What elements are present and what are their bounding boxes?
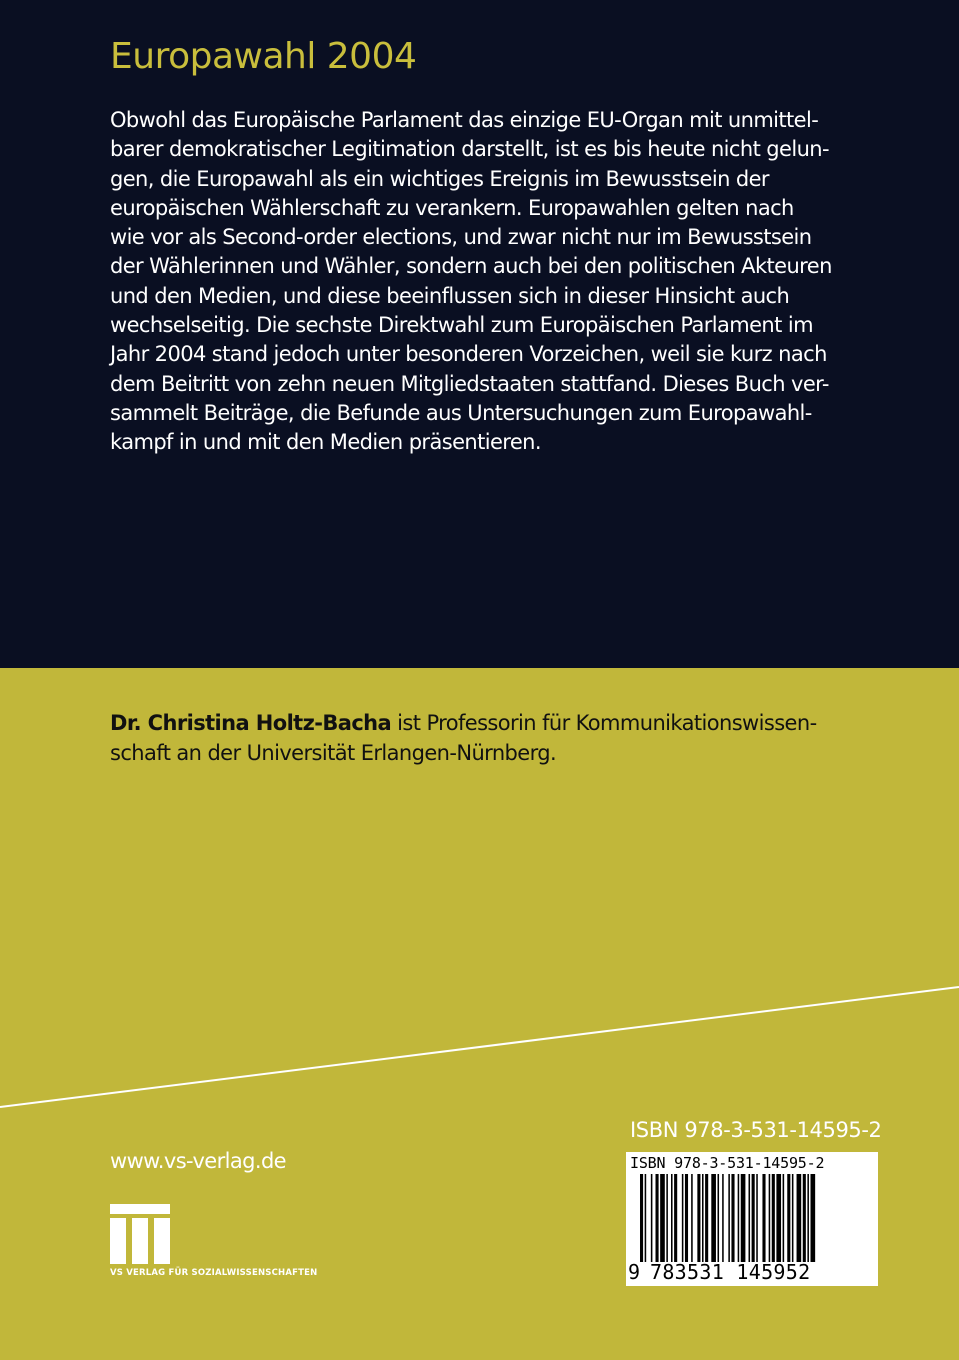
barcode-bar — [718, 1174, 720, 1262]
publisher-logo — [110, 1204, 350, 1284]
top-panel — [0, 0, 959, 668]
blurb-line: wechselseitig. Die sechste Direktwahl zum Europäischen Parlament im — [110, 313, 813, 338]
author-name: Dr. Christina Holtz-Bacha — [110, 711, 392, 735]
barcode-digit-first: 9 — [628, 1260, 641, 1284]
barcode-bar — [731, 1174, 734, 1262]
barcode-bar — [666, 1174, 668, 1262]
barcode-bar — [645, 1174, 647, 1262]
blurb-line: sammelt Beiträge, die Befunde aus Untersuchungen zum Europawahl- — [110, 400, 812, 425]
barcode-bar — [711, 1174, 716, 1262]
blurb-line: der Wählerinnen und Wähler, sondern auch bei den politischen Akteuren — [110, 254, 832, 279]
barcode-bar — [671, 1174, 673, 1262]
barcode-digits-rest: 783531 145952 — [650, 1260, 811, 1284]
author-bio — [110, 708, 870, 768]
author-bio-line — [110, 708, 870, 738]
publisher-website[interactable]: www.vs-verlag.de — [110, 1149, 286, 1173]
barcode-bar — [656, 1174, 659, 1262]
barcode-isbn-label: ISBN 978-3-531-14595-2 — [630, 1154, 825, 1172]
blurb-line: kampf in und mit den Medien präsentieren. — [110, 430, 541, 455]
vs-verlag-logo-icon — [110, 1204, 170, 1264]
isbn-label: ISBN 978-3-531-14595-2 — [630, 1118, 882, 1142]
barcode-bar — [776, 1174, 781, 1262]
blurb-line: und den Medien, und diese beeinflussen sich in dieser Hinsicht auch — [110, 283, 790, 308]
barcode-bar — [762, 1174, 765, 1262]
barcode-bar — [697, 1174, 700, 1262]
book-title: Europawahl 2004 — [110, 36, 417, 77]
publisher-name: VS VERLAG FÜR SOZIALWISSENSCHAFTEN — [110, 1268, 318, 1278]
barcode-bar — [660, 1174, 665, 1262]
barcode-bar — [769, 1174, 771, 1262]
book-blurb — [110, 106, 870, 458]
barcode-bar — [783, 1174, 785, 1262]
barcode-bar — [803, 1174, 806, 1262]
barcode-bar — [787, 1174, 790, 1262]
barcode-bar — [797, 1174, 802, 1262]
barcode-bar — [674, 1174, 677, 1262]
barcode-bar — [722, 1174, 724, 1262]
barcode-bar — [792, 1174, 794, 1262]
barcode-bar — [705, 1174, 708, 1262]
barcode-bar — [651, 1174, 653, 1262]
barcode-bar — [685, 1174, 688, 1262]
blurb-line: Obwohl das Europäische Parlament das einzige EU-Organ mit unmittel- — [110, 108, 819, 132]
barcode-bar — [738, 1174, 740, 1262]
barcode-bar — [749, 1174, 751, 1262]
barcode-bar — [741, 1174, 746, 1262]
barcode-bar — [728, 1174, 730, 1262]
author-bio-text: ist Professorin für Kommunikationswissen- — [391, 711, 817, 735]
barcode-bar — [702, 1174, 704, 1262]
blurb-line: Jahr 2004 stand jedoch unter besonderen Vorzeichen, weil sie kurz nach — [110, 342, 827, 367]
barcode-bar — [811, 1174, 816, 1262]
barcode-bar — [772, 1174, 775, 1262]
blurb-line: dem Beitritt von zehn neuen Mitgliedstaaten stattfand. Dieses Buch ver- — [110, 371, 829, 396]
barcode-bar — [756, 1174, 758, 1262]
barcode-bars — [634, 1174, 870, 1262]
barcode-bar — [682, 1174, 684, 1262]
barcode-bar — [640, 1174, 643, 1262]
barcode-bar — [691, 1174, 693, 1262]
author-bio-line: schaft an der Universität Erlangen-Nürnberg. — [110, 741, 557, 765]
blurb-line: europäischen Wählerschaft zu verankern. Europawahlen gelten nach — [110, 195, 794, 220]
blurb-line: barer demokratischer Legitimation darstellt, ist es bis heute nicht gelun- — [110, 137, 829, 162]
barcode — [626, 1152, 878, 1286]
blurb-line: wie vor als Second-order elections, und zwar nicht nur im Bewusstsein — [110, 225, 812, 250]
blurb-line: gen, die Europawahl als ein wichtiges Ereignis im Bewusstsein der — [110, 166, 769, 191]
barcode-bar — [807, 1174, 809, 1262]
barcode-bar — [752, 1174, 755, 1262]
